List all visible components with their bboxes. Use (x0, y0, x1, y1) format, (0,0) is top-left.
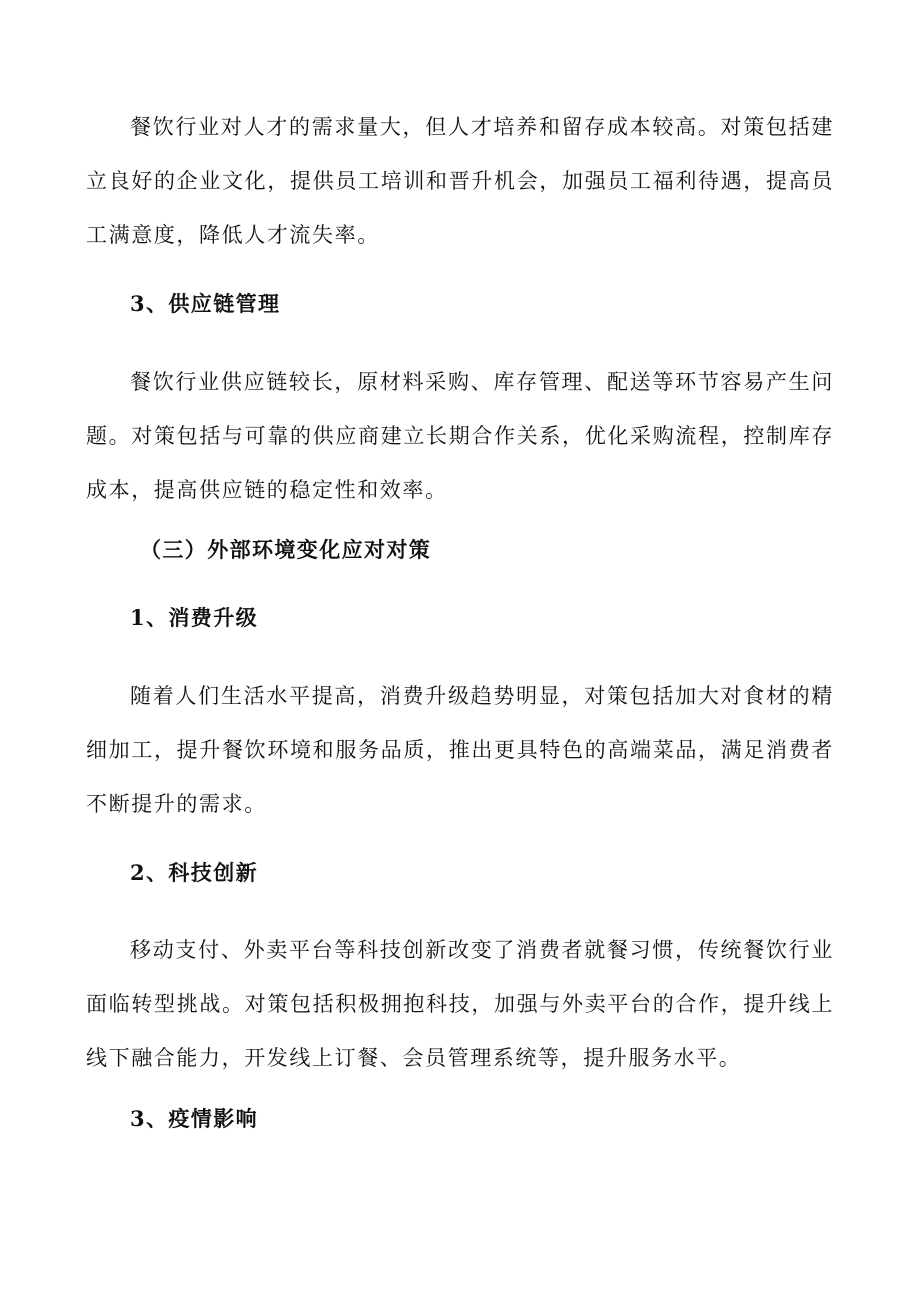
paragraph-talent-strategy: 餐饮行业对人才的需求量大，但人才培养和留存成本较高。对策包括建立良好的企业文化，提供员工培训和晋升机会，加强员工福利待遇，提高员工满意度，降低人才流失率。 (86, 115, 834, 247)
heading-consumption-upgrade: 1、消费升级 (130, 605, 259, 630)
section-heading-external-environment: （三）外部环境变化应对对策 (140, 537, 432, 562)
paragraph-consumption-upgrade: 随着人们生活水平提高，消费升级趋势明显，对策包括加大对食材的精细加工，提升餐饮环境和服务品质，推出更具特色的高端菜品，满足消费者不断提升的需求。 (86, 684, 834, 816)
paragraph-tech-innovation: 移动支付、外卖平台等科技创新改变了消费者就餐习惯，传统餐饮行业面临转型挑战。对策包括积极拥抱科技，加强与外卖平台的合作，提升线上线下融合能力，开发线上订餐、会员管理系统等，提升服务水平。 (86, 938, 834, 1070)
heading-epidemic-impact: 3、疫情影响 (130, 1106, 259, 1131)
paragraph-supply-chain: 餐饮行业供应链较长，原材料采购、库存管理、配送等环节容易产生问题。对策包括与可靠的供应商建立长期合作关系，优化采购流程，控制库存成本，提高供应链的稳定性和效率。 (86, 370, 834, 502)
heading-supply-chain: 3、供应链管理 (130, 291, 281, 316)
heading-tech-innovation: 2、科技创新 (130, 860, 259, 885)
